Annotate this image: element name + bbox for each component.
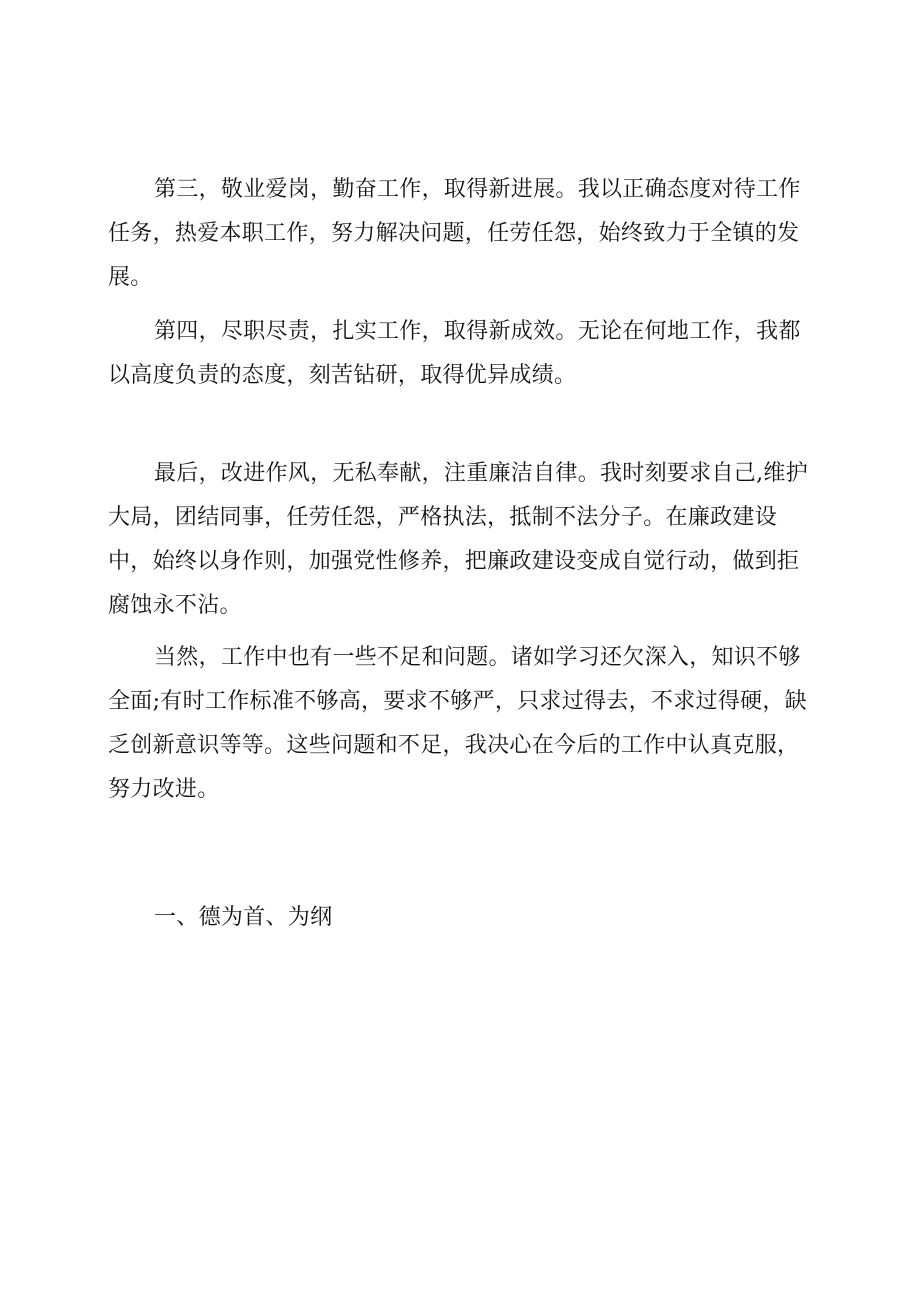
paragraph-integrity: 最后，改进作风，无私奉献，注重廉洁自律。我时刻要求自己,维护大局，团结同事，任劳任怨，严格执法，抵制不法分子。在廉政建设中，始终以身作则，加强党性修养，把廉政建设变成自觉行动，做到拒腐蚀永不沾。 [108,461,808,618]
paragraph-shortcomings: 当然，工作中也有一些不足和问题。诸如学习还欠深入，知识不够全面;有时工作标准不够高，要求不够严，只求过得去，不求过得硬，缺乏创新意识等等。这些问题和不足，我决心在今后的工作中认真克服，努力改进。 [108,645,808,802]
paragraph-work-results: 第四，尽职尽责，扎实工作，取得新成效。无论在何地工作，我都以高度负责的态度，刻苦钻研，取得优异成绩。 [108,319,801,388]
paragraph-work-progress: 第三，敬业爱岗，勤奋工作，取得新进展。我以正确态度对待工作任务，热爱本职工作，努力解决问题，任劳任怨，始终致力于全镇的发展。 [108,177,801,290]
section-heading: 一、德为首、为纲 [154,905,333,930]
